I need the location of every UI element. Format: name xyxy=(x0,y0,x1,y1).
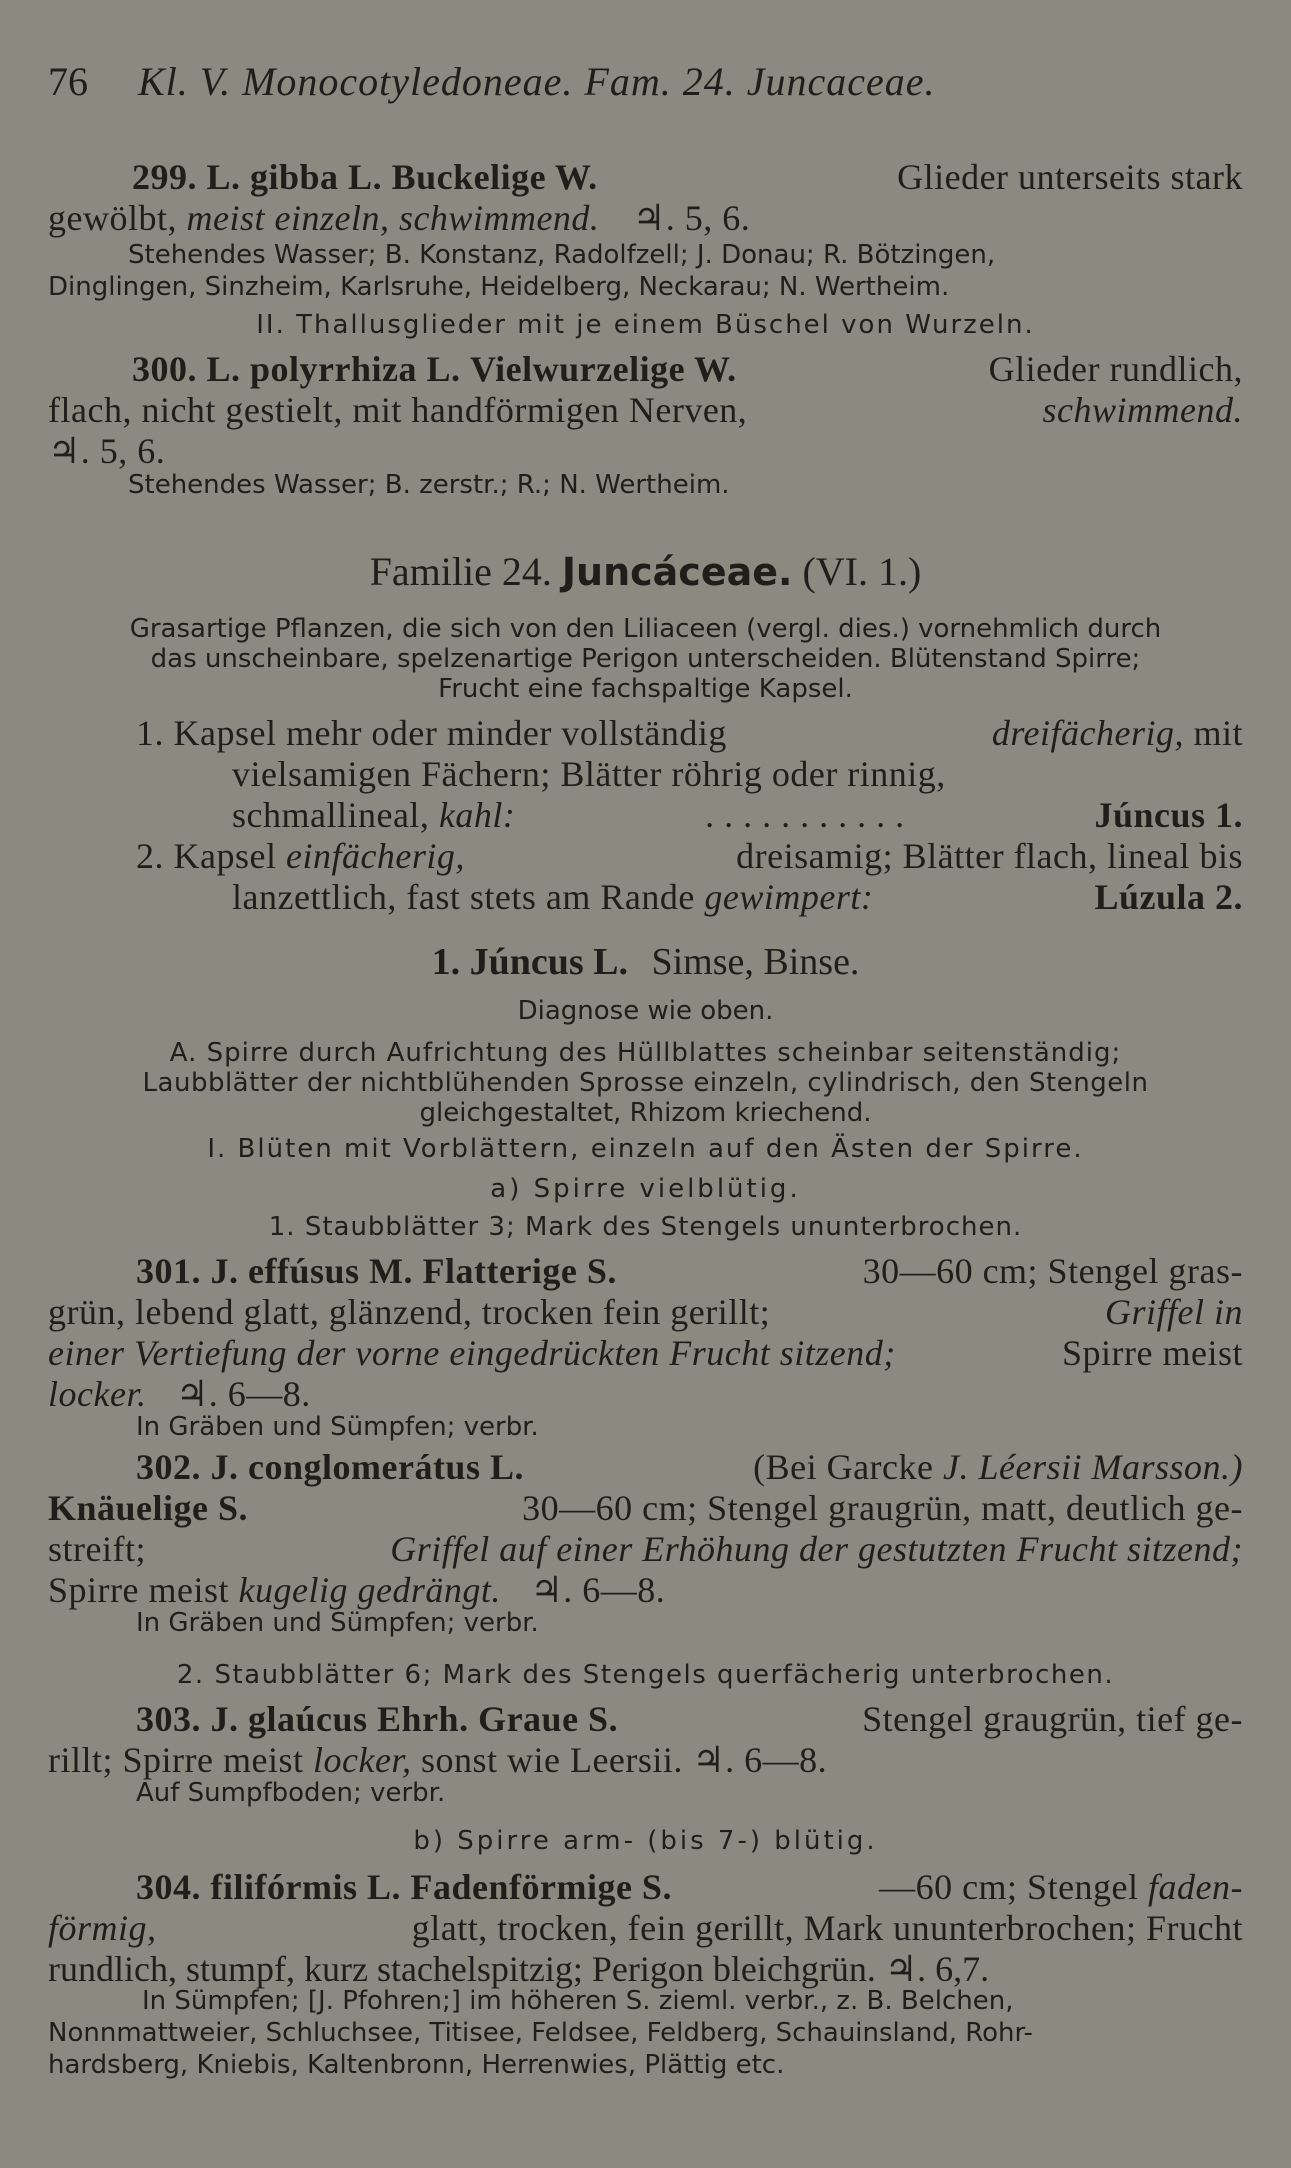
entry-300-line2: flach, nicht gestielt, mit handförmigen Nerven, schwimmend. xyxy=(48,390,1243,430)
key-2-line1: 2. Kapsel einfächerig, dreisamig; Blätter flach, lineal bis xyxy=(136,836,1243,876)
page-number: 76 xyxy=(48,59,88,104)
entry-304-line3: rundlich, stumpf, kurz stachelspitzig; Perigon bleichgrün. ♃. 6,7. xyxy=(48,1949,990,1989)
section-Ib: b) Spirre arm- (bis 7-) blütig. xyxy=(413,1826,878,1856)
key-2-line2: lanzettlich, fast stets am Rande gewimpert: Lúzula 2. xyxy=(232,877,1243,917)
entry-303-line2: rillt; Spirre meist locker, sonst wie Leersii. ♃. 6—8. xyxy=(48,1740,828,1780)
running-title: Kl. V. Monocotyledoneae. Fam. 24. Juncaceae. xyxy=(138,59,936,104)
entry-304-habitat2: Nonnmattweier, Schluchsee, Titisee, Feldsee, Feldberg, Schauinsland, Rohr- xyxy=(48,2018,1033,2048)
section-1: 1. Staubblätter 3; Mark des Stengels ununterbrochen. xyxy=(268,1212,1023,1242)
entry-299-habitat2: Dinglingen, Sinzheim, Karlsruhe, Heidelberg, Neckarau; N. Wertheim. xyxy=(48,272,950,302)
entry-301-line3: einer Vertiefung der vorne eingedrückten Frucht sitzend; Spirre meist xyxy=(48,1333,1243,1373)
genus-diagnosis: Diagnose wie oben. xyxy=(517,996,774,1026)
entry-302-line3: streift; Griffel auf einer Erhöhung der gestutzten Frucht sitzend; xyxy=(48,1529,1243,1569)
key-1-line2: vielsamigen Fächern; Blätter röhrig oder rinnig, xyxy=(232,754,946,794)
key-1-line3: schmallineal, kahl: . . . . . . . . . . . Júncus 1. xyxy=(232,795,1243,835)
section-A-3: gleichgestaltet, Rhizom kriechend. xyxy=(419,1098,872,1128)
section-2: 2. Staubblätter 6; Mark des Stengels querfächerig unterbrochen. xyxy=(176,1660,1115,1690)
section-II: II. Thallusglieder mit je einem Büschel von Wurzeln. xyxy=(256,310,1035,340)
page-header xyxy=(48,58,1148,105)
entry-302-line1: 302. J. conglomerátus L. (Bei Garcke J. Léersii Marsson.) xyxy=(136,1447,1243,1487)
entry-300-line1: 300. L. polyrrhiza L. Vielwurzelige W. Glieder rundlich, xyxy=(132,349,1243,389)
entry-301-line2: grün, lebend glatt, glänzend, trocken fein gerillt; Griffel in xyxy=(48,1292,1243,1332)
entry-301-line4: locker. ♃. 6—8. xyxy=(48,1374,311,1414)
section-I: I. Blüten mit Vorblättern, einzeln auf den Ästen der Spirre. xyxy=(207,1134,1084,1164)
family-desc-3: Frucht eine fachspaltige Kapsel. xyxy=(438,674,853,704)
entry-299-habitat1: Stehendes Wasser; B. Konstanz, Radolfzell; J. Donau; R. Bötzingen, xyxy=(128,240,996,270)
entry-302-line4: Spirre meist kugelig gedrängt. ♃. 6—8. xyxy=(48,1570,666,1610)
family-heading: Familie 24. Juncáceae. (VI. 1.) xyxy=(369,549,922,594)
entry-303-line1: 303. J. glaúcus Ehrh. Graue S. Stengel graugrün, tief ge- xyxy=(136,1699,1243,1739)
entry-304-habitat1: In Sümpfen; [J. Pfohren;] im höheren S. zieml. verbr., z. B. Belchen, xyxy=(142,1986,1014,2016)
section-Ia: a) Spirre vielblütig. xyxy=(490,1174,801,1204)
entry-301-habitat: In Gräben und Sümpfen; verbr. xyxy=(136,1412,539,1442)
section-A-1: A. Spirre durch Aufrichtung des Hüllblattes scheinbar seitenständig; xyxy=(169,1038,1122,1068)
section-A-2: Laubblätter der nichtblühenden Sprosse einzeln, cylindrisch, den Stengeln xyxy=(142,1068,1149,1098)
entry-301-line1: 301. J. effúsus M. Flatterige S. 30—60 cm; Stengel gras- xyxy=(136,1251,1243,1291)
entry-304-line2: förmig, glatt, trocken, fein gerillt, Mark ununterbrochen; Frucht xyxy=(48,1908,1243,1948)
key-1-line1: 1. Kapsel mehr oder minder vollständig dreifächerig, mit xyxy=(136,713,1243,753)
entry-302-habitat: In Gräben und Sümpfen; verbr. xyxy=(136,1608,539,1638)
entry-304-line1: 304. filifórmis L. Fadenförmige S. —60 cm; Stengel faden- xyxy=(136,1867,1243,1907)
genus-heading: 1. Júncus L. Simse, Binse. xyxy=(431,941,860,983)
entry-304-habitat3: hardsberg, Kniebis, Kaltenbronn, Herrenwies, Plättig etc. xyxy=(48,2050,785,2080)
entry-300-habitat: Stehendes Wasser; B. zerstr.; R.; N. Wertheim. xyxy=(128,470,730,500)
entry-299-line1: 299. L. gibba L. Buckelige W. Glieder unterseits stark xyxy=(132,157,1243,197)
family-desc-2: das unscheinbare, spelzenartige Perigon unterscheiden. Blütenstand Spirre; xyxy=(150,644,1141,674)
entry-303-habitat: Auf Sumpfboden; verbr. xyxy=(136,1778,446,1808)
family-desc-1: Grasartige Pflanzen, die sich von den Liliaceen (vergl. dies.) vornehmlich durch xyxy=(129,614,1162,644)
entry-299-line2: gewölbt, meist einzeln, schwimmend. ♃. 5, 6. xyxy=(48,198,751,238)
entry-302-line2: Knäuelige S. 30—60 cm; Stengel graugrün, matt, deutlich ge- xyxy=(48,1488,1243,1528)
entry-300-line3: ♃. 5, 6. xyxy=(48,431,166,471)
